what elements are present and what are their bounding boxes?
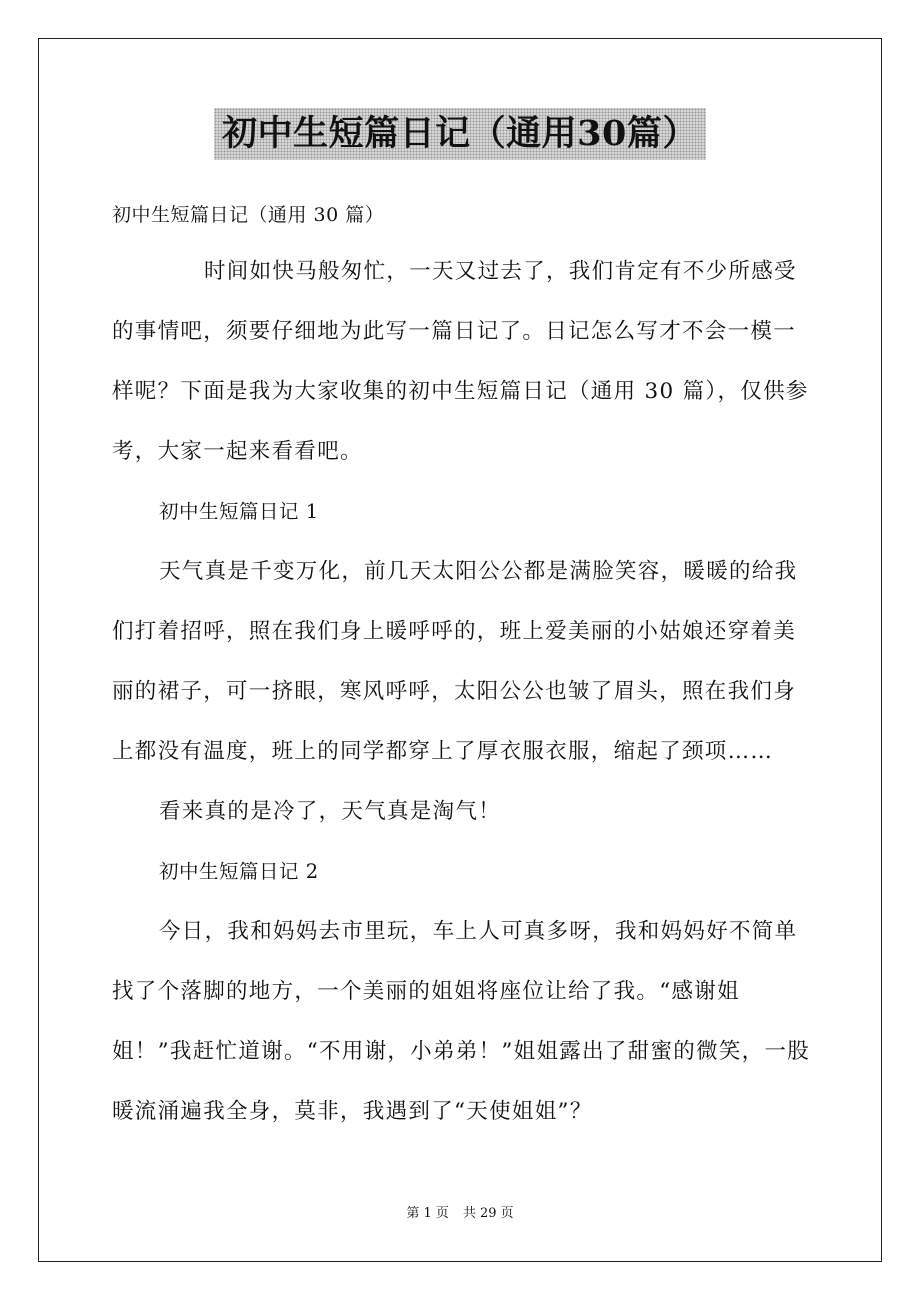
document-title: 初中生短篇日记（通用30篇） [214, 108, 706, 160]
title-container [0, 108, 920, 160]
section-heading-1: 初中生短篇日记 1 [159, 500, 319, 523]
section-1-paragraph-2: 看来真的是冷了，天气真是淘气！ [159, 799, 502, 824]
document-subtitle: 初中生短篇日记（通用 30 篇） [112, 204, 385, 226]
page-footer [0, 1204, 920, 1224]
section-heading-2: 初中生短篇日记 2 [159, 860, 319, 883]
document-body [112, 188, 812, 1142]
intro-paragraph: 时间如快马般匆忙，一天又过去了，我们肯定有不少所感受的事情吧，须要仔细地为此写一篇日记了。日记怎么写才不会一模一样呢？下面是我为大家收集的初中生短篇日记（通用 30 篇），仅供参考，大家一起来看看吧。 [112, 259, 809, 464]
page-number: 第 1 页 [406, 1206, 449, 1221]
section-2-paragraph-1: 今日，我和妈妈去市里玩，车上人可真多呀，我和妈妈好不简单找了个落脚的地方，一个美丽的姐姐将座位让给了我。“感谢姐姐！”我赶忙道谢。“不用谢，小弟弟！”姐姐露出了甜蜜的微笑，一股暖流涌遍我全身，莫非，我遇到了“天使姐姐”？ [112, 919, 811, 1124]
page-total: 共 29 页 [462, 1206, 514, 1221]
section-1-paragraph-1: 天气真是千变万化，前几天太阳公公都是满脸笑容，暖暖的给我们打着招呼，照在我们身上暖呼呼的，班上爱美丽的小姑娘还穿着美丽的裙子，可一挤眼，寒风呼呼，太阳公公也皱了眉头，照在我们身上都没有温度，班上的同学都穿上了厚衣服衣服，缩起了颈项…… [112, 559, 798, 764]
